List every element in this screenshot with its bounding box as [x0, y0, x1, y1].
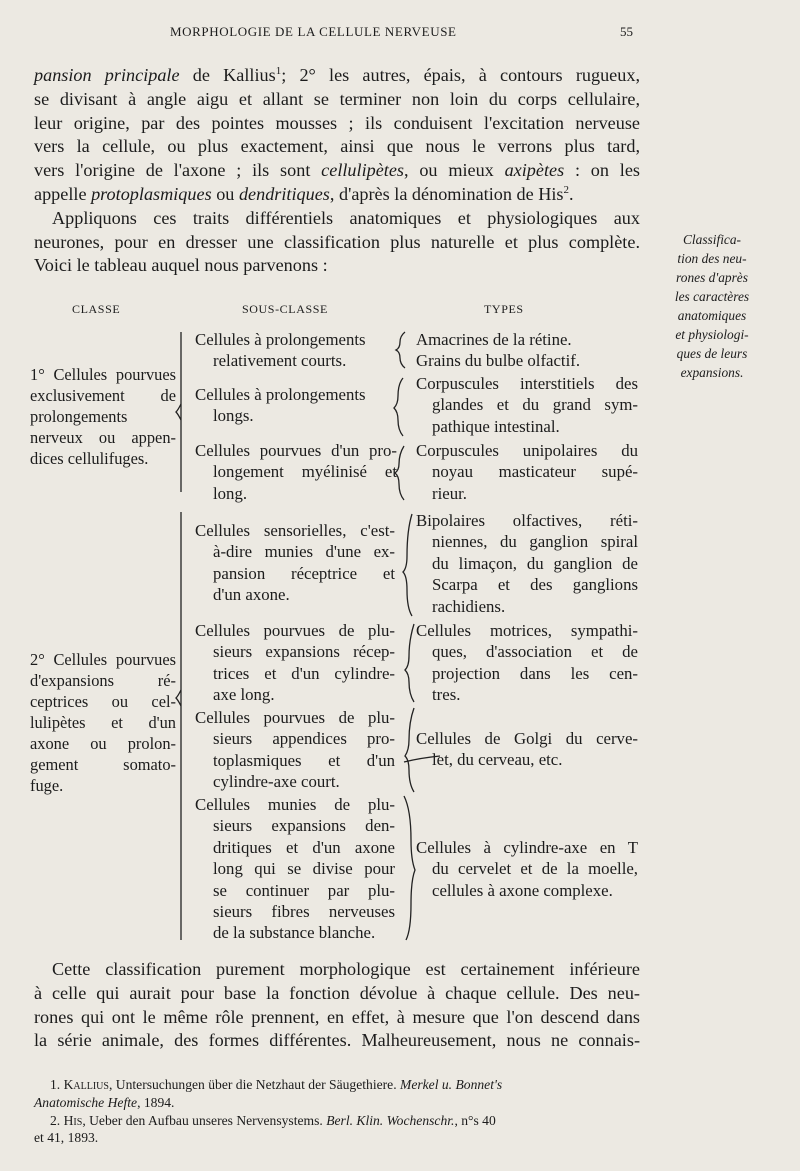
- margin-line: anatomiques: [677, 308, 747, 323]
- text-line: vers la cellule, ou plus exactement, ainsi que nous le verrons plus tard,: [34, 136, 640, 157]
- text-line: [34, 159, 640, 183]
- subclass-line: longement myélinisé et: [213, 462, 397, 482]
- text-line: Voici le tableau auquel nous parvenons :: [34, 255, 328, 276]
- subclass-line: long.: [213, 483, 248, 503]
- text: , ou mieux: [404, 160, 505, 181]
- types-line: Cellules motrices, sympathi-: [416, 621, 638, 640]
- margin-line: tion des neu-: [677, 251, 747, 266]
- subclass-line: dritiques et d'un axone: [213, 837, 395, 857]
- types-line: cellules à axone complexe.: [432, 880, 613, 900]
- types-line: noyau masticateur supé-: [432, 462, 638, 482]
- types-line: Amacrines de la rétine.: [416, 330, 572, 349]
- margin-line: et physiologi-: [675, 327, 749, 342]
- footnote-2: [34, 1112, 640, 1130]
- paragraph-intro: [34, 64, 640, 278]
- column-header-classe: CLASSE: [72, 302, 121, 316]
- class-line: axone ou prolon-: [30, 734, 176, 753]
- subclass-line: axe long.: [213, 685, 275, 705]
- subclass-line: Cellules sensorielles, c'est-: [195, 521, 395, 540]
- class-line: nerveux ou appen-: [30, 428, 176, 447]
- sub-brace-6: [405, 708, 414, 792]
- subclass-7: [195, 794, 395, 944]
- types-line: Cellules à cylindre-axe en T: [416, 838, 638, 857]
- types-line: Corpuscules unipolaires du: [416, 441, 638, 460]
- class-1: [30, 364, 176, 469]
- footnote-1-cont: [34, 1094, 640, 1112]
- types-line: glandes et du grand sym-: [432, 395, 638, 415]
- text-line: à celle qui aurait pour base la fonction dévolue à chaque cellule. Des neu-: [34, 982, 640, 1003]
- text-line: rones qui ont le même rôle prennent, en effet, à mesure que l'on descend dans: [34, 1006, 640, 1027]
- types-line: tres.: [432, 685, 461, 705]
- sub-brace-7: [404, 796, 415, 940]
- subclass-line: d'un axone.: [213, 585, 290, 605]
- subclass-line: de la substance blanche.: [213, 923, 376, 943]
- subclass-5: [195, 620, 395, 706]
- subclass-line: trices et d'un cylindre-: [213, 663, 395, 683]
- footnote-ref: 1: [275, 64, 282, 77]
- types-2: [416, 373, 638, 437]
- types-line: Bipolaires olfactives, réti-: [416, 511, 638, 530]
- text: : on les: [564, 160, 640, 181]
- subclass-line: Cellules pourvues de plu-: [195, 621, 395, 640]
- footnote-ref: 2: [563, 183, 569, 196]
- class-line: exclusivement de: [30, 386, 176, 405]
- text-line: neurones, pour en dresser une classification plus naturelle et plus complète.: [34, 231, 640, 252]
- types-line: projection dans les cen-: [432, 663, 638, 683]
- types-4: [416, 510, 638, 617]
- margin-line: Classifica-: [682, 232, 742, 247]
- types-1: [416, 329, 638, 372]
- italic-term: pansion principale: [34, 65, 180, 85]
- italic-term: dendritiques: [238, 183, 330, 204]
- class-2: [30, 649, 176, 796]
- subclass-1: [195, 329, 395, 372]
- text: ou: [211, 183, 239, 204]
- class-line: prolongements: [30, 407, 128, 426]
- types-line: rachidiens.: [432, 596, 506, 616]
- class-line: ceptrices ou cel-: [30, 692, 176, 711]
- sub-brace-2: [394, 378, 403, 436]
- subclass-line: à-dire munies d'une ex-: [213, 542, 395, 562]
- types-line: niennes, du ganglion spiral: [432, 532, 638, 552]
- subclass-line: longs.: [213, 406, 254, 426]
- author-name: His: [63, 1112, 83, 1128]
- types-line: Grains du bulbe olfactif.: [416, 351, 581, 371]
- margin-line: rones d'après: [676, 270, 748, 285]
- types-line: Cellules de Golgi du cerve-: [416, 729, 638, 748]
- subclass-6: [195, 707, 395, 793]
- class-line: dices cellulifuges.: [30, 449, 149, 468]
- column-header-sous-classe: SOUS-CLASSE: [242, 302, 328, 316]
- types-line: pathique intestinal.: [432, 416, 560, 436]
- subclass-3: [195, 440, 397, 504]
- subclass-line: Cellules munies de plu-: [195, 795, 395, 814]
- text-line: se divisant à angle aigu et allant se terminer non loin du corps cellulaire,: [34, 88, 640, 109]
- text: , d'après la dénomination de His: [329, 183, 564, 204]
- text-line: Appliquons ces traits différentiels anatomiques et physiologiques aux: [52, 207, 640, 228]
- text: , 1894.: [137, 1094, 175, 1110]
- text: appelle: [34, 183, 92, 204]
- sub-brace-1: [396, 332, 405, 368]
- text: de Kallius: [179, 65, 276, 85]
- text-line: Cette classification purement morphologique est certainement inférieure: [52, 959, 640, 979]
- class-line: 1° Cellules pourvues: [30, 365, 176, 384]
- subclass-line: sieurs expansions récep-: [213, 642, 395, 662]
- types-line: let, du cerveau, etc.: [432, 750, 563, 770]
- italic-term: axipètes: [504, 160, 565, 181]
- text: , Ueber den Aufbau unseres Nervensystems.: [82, 1112, 327, 1128]
- text-line: [34, 183, 640, 207]
- class-line: fuge.: [30, 776, 64, 795]
- class-line: lulipètes et d'un: [30, 713, 176, 732]
- subclass-line: se continuer par plu-: [213, 880, 395, 900]
- italic-term: cellulipètes: [321, 160, 404, 181]
- subclass-line: sieurs appendices pro-: [213, 729, 395, 749]
- running-title: MORPHOLOGIE DE LA CELLULE NERVEUSE: [170, 24, 457, 39]
- types-6: [416, 728, 638, 771]
- text: 2.: [50, 1112, 64, 1128]
- footnote-1: [34, 1076, 640, 1094]
- types-7: [416, 837, 638, 901]
- text: .: [568, 183, 574, 204]
- text-line: leur origine, par des pointes mousses ; ils conduisent l'excitation nerveuse: [34, 112, 640, 133]
- margin-line: les caractères: [674, 289, 750, 304]
- margin-line: ques de leurs: [676, 346, 748, 361]
- subclass-line: cylindre-axe court.: [213, 772, 340, 792]
- class-line: gement somato-: [30, 755, 176, 774]
- sub-brace-4: [403, 514, 412, 616]
- subclass-2: [195, 384, 395, 427]
- text: , Untersuchungen über die Netzhaut der Säugethiere.: [108, 1077, 400, 1092]
- margin-line: expansions.: [680, 365, 744, 380]
- class-line: d'expansions ré-: [30, 671, 176, 690]
- text: 1.: [50, 1077, 64, 1092]
- text: ; 2° les autres, épais, à contours rugueux,: [281, 65, 640, 85]
- text-line: la série animale, des formes différentes. Malheureusement, nous ne connais-: [34, 1030, 640, 1051]
- types-3: [416, 440, 638, 504]
- subclass-line: Cellules à prolongements: [195, 330, 366, 349]
- page-number: 55: [620, 24, 633, 39]
- journal-title: Anatomische Hefte: [34, 1094, 138, 1110]
- types-line: du limaçon, du ganglion de: [432, 553, 638, 573]
- journal-title: Berl. Klin. Wochenschr.: [326, 1112, 455, 1128]
- subclass-line: Cellules à prolongements: [195, 385, 366, 404]
- types-5: [416, 620, 638, 706]
- subclass-line: toplasmiques et d'un: [213, 750, 395, 770]
- margin-note: [656, 230, 768, 382]
- paragraph-classification: [34, 958, 640, 1053]
- sub-brace-5: [405, 624, 414, 702]
- subclass-4: [195, 520, 395, 606]
- subclass-line: Cellules pourvues de plu-: [195, 708, 395, 727]
- text-line: [34, 64, 640, 88]
- column-header-types: TYPES: [484, 302, 524, 316]
- types-line: Scarpa et des ganglions: [432, 575, 638, 595]
- subclass-line: sieurs expansions den-: [213, 816, 395, 836]
- subclass-line: relativement courts.: [213, 351, 347, 371]
- text: vers l'origine de l'axone ; ils sont: [34, 160, 322, 181]
- class2-brace-tip: [176, 690, 181, 706]
- subclass-line: sieurs fibres nerveuses: [213, 902, 395, 922]
- footnote-2-cont: et 41, 1893.: [34, 1130, 99, 1146]
- footnotes: [34, 1076, 640, 1147]
- types-line: rieur.: [432, 483, 467, 503]
- text: , n°s 40: [454, 1112, 496, 1128]
- italic-term: protoplasmiques: [91, 183, 212, 204]
- subclass-line: long qui se divise pour: [213, 859, 395, 879]
- author-name: Kallius: [63, 1077, 109, 1092]
- types-line: Corpuscules interstitiels des: [416, 374, 638, 393]
- class-line: 2° Cellules pourvues: [30, 650, 176, 669]
- subclass-line: pansion réceptrice et: [213, 563, 395, 583]
- journal-title: Merkel u. Bonnet's: [400, 1077, 503, 1092]
- subclass-line: Cellules pourvues d'un pro-: [195, 441, 397, 460]
- class1-brace-tip: [176, 404, 181, 420]
- types-line: du cervelet et de la moelle,: [432, 859, 638, 879]
- types-line: ques, d'association et de: [432, 642, 638, 662]
